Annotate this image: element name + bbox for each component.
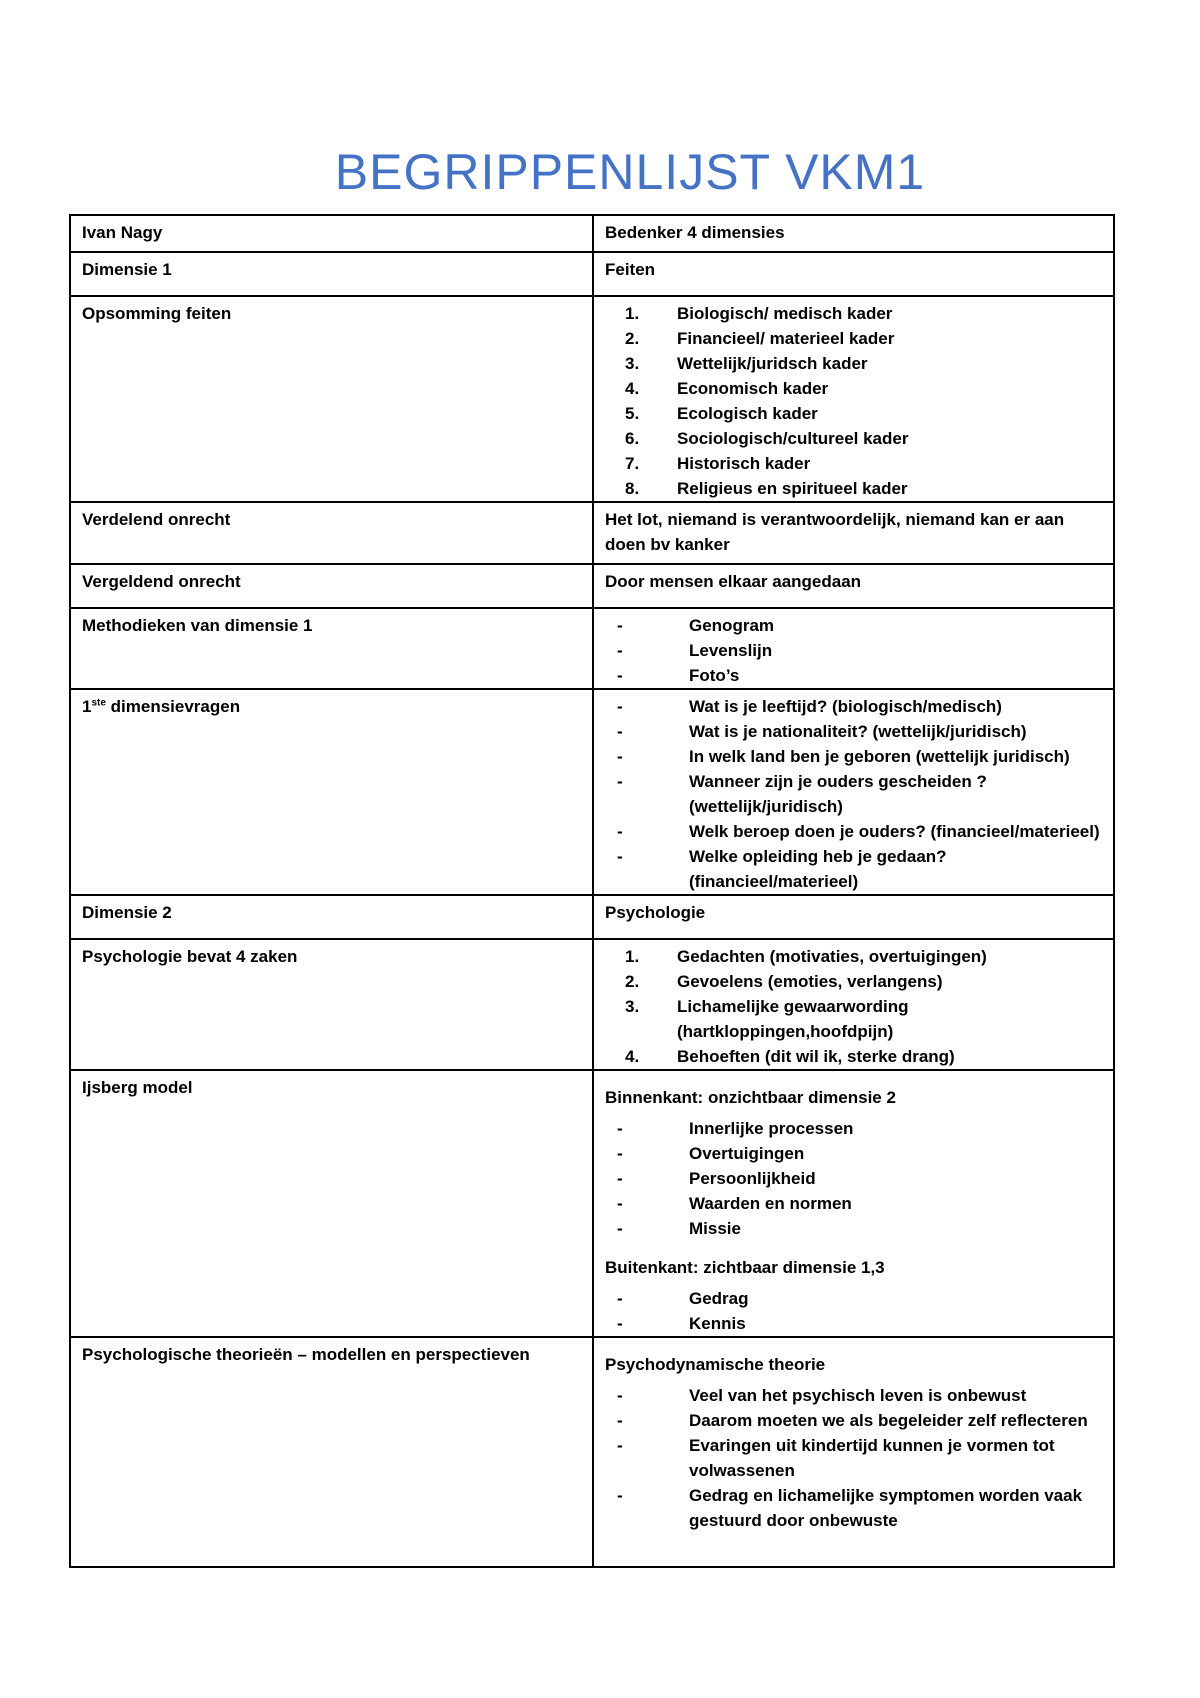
list-item: - Foto’s	[617, 666, 740, 685]
page-title: BEGRIPPENLIJST VKM1	[334, 144, 926, 200]
term-cell: Dimensie 1	[70, 252, 593, 296]
term-cell: Ivan Nagy	[70, 215, 593, 252]
table-row	[70, 608, 1114, 689]
list-item: 3. Wettelijk/juridsch kader	[625, 354, 868, 373]
list-item: - Wanneer zijn je ouders gescheiden ? (wettelijk/juridisch)	[617, 772, 987, 816]
list-item: - Welk beroep doen je ouders? (financieel/materieel)	[617, 822, 1100, 841]
definition-cell	[593, 939, 1114, 1070]
table-row	[70, 296, 1114, 502]
definition-cell: Door mensen elkaar aangedaan	[593, 564, 1114, 608]
term-cell: Methodieken van dimensie 1	[70, 608, 593, 689]
section-heading: Binnenkant: onzichtbaar dimensie 2	[605, 1088, 896, 1107]
table-row	[70, 502, 1114, 564]
list-item: - In welk land ben je geboren (wettelijk juridisch)	[617, 747, 1070, 766]
definition-cell: Bedenker 4 dimensies	[593, 215, 1114, 252]
list-item: 2. Gevoelens (emoties, verlangens)	[625, 972, 943, 991]
list-item: 5. Ecologisch kader	[625, 404, 818, 423]
term-cell: Dimensie 2	[70, 895, 593, 939]
list-item: 4. Behoeften (dit wil ik, sterke drang)	[625, 1047, 955, 1066]
definition-cell	[593, 689, 1114, 895]
list-item: - Gedrag en lichamelijke symptomen worden vaak gestuurd door onbewuste	[617, 1486, 1083, 1530]
table-row	[70, 215, 1114, 252]
list-item: - Kennis	[617, 1314, 746, 1333]
list-item: - Genogram	[617, 616, 775, 635]
list-item: 1. Gedachten (motivaties, overtuigingen)	[625, 947, 987, 966]
bullet-list	[605, 1383, 1102, 1533]
term-cell: Psychologie bevat 4 zaken	[70, 939, 593, 1070]
list-item: - Gedrag	[617, 1289, 749, 1308]
list-item: 2. Financieel/ materieel kader	[625, 329, 895, 348]
term-cell: Verdelend onrecht	[70, 502, 593, 564]
table-row	[70, 252, 1114, 296]
bullet-list	[605, 1116, 1102, 1241]
term-cell: Vergeldend onrecht	[70, 564, 593, 608]
list-item: 3. Lichamelijke gewaarwording (hartkloppingen,hoofdpijn)	[625, 997, 909, 1041]
numbered-list	[605, 944, 1102, 1069]
definition-cell	[593, 296, 1114, 502]
list-item: - Daarom moeten we als begeleider zelf reflecteren	[617, 1411, 1088, 1430]
bullet-list	[605, 694, 1102, 894]
definition-cell	[593, 608, 1114, 689]
definition-cell: Psychologie	[593, 895, 1114, 939]
section-heading: Psychodynamische theorie	[605, 1355, 826, 1374]
table-row	[70, 1070, 1114, 1337]
list-item: 4. Economisch kader	[625, 379, 829, 398]
list-item: - Wat is je leeftijd? (biologisch/medisch)	[617, 697, 1002, 716]
list-item: - Innerlijke processen	[617, 1119, 854, 1138]
list-item: - Waarden en normen	[617, 1194, 852, 1213]
term-cell: 1ste dimensievragen	[70, 689, 593, 895]
definition-cell: Het lot, niemand is verantwoordelijk, niemand kan er aan doen bv kanker	[593, 502, 1114, 564]
list-item: - Persoonlijkheid	[617, 1169, 816, 1188]
list-item: - Levenslijn	[617, 641, 773, 660]
term-cell: Ijsberg model	[70, 1070, 593, 1337]
list-item: 8. Religieus en spiritueel kader	[625, 479, 908, 498]
list-item: - Wat is je nationaliteit? (wettelijk/juridisch)	[617, 722, 1027, 741]
numbered-list	[605, 301, 1102, 501]
list-item: - Overtuigingen	[617, 1144, 805, 1163]
term-cell: Opsomming feiten	[70, 296, 593, 502]
definition-cell	[593, 1070, 1114, 1337]
list-item: - Welke opleiding heb je gedaan? (financieel/materieel)	[617, 847, 947, 891]
list-item: 1. Biologisch/ medisch kader	[625, 304, 893, 323]
definition-cell	[593, 1337, 1114, 1567]
table-row	[70, 895, 1114, 939]
list-item: - Veel van het psychisch leven is onbewust	[617, 1386, 1027, 1405]
terms-table	[69, 214, 1115, 1568]
list-item: - Evaringen uit kindertijd kunnen je vormen tot volwassenen	[617, 1436, 1055, 1480]
section-heading: Buitenkant: zichtbaar dimensie 1,3	[605, 1258, 885, 1277]
bullet-list	[605, 613, 1102, 688]
table-row	[70, 689, 1114, 895]
table-row	[70, 939, 1114, 1070]
list-item: 7. Historisch kader	[625, 454, 811, 473]
definition-cell: Feiten	[593, 252, 1114, 296]
list-item: 6. Sociologisch/cultureel kader	[625, 429, 909, 448]
list-item: - Missie	[617, 1219, 741, 1238]
table-row	[70, 1337, 1114, 1567]
bullet-list	[605, 1286, 1102, 1336]
table-row	[70, 564, 1114, 608]
term-cell: Psychologische theorieën – modellen en perspectieven	[70, 1337, 593, 1567]
